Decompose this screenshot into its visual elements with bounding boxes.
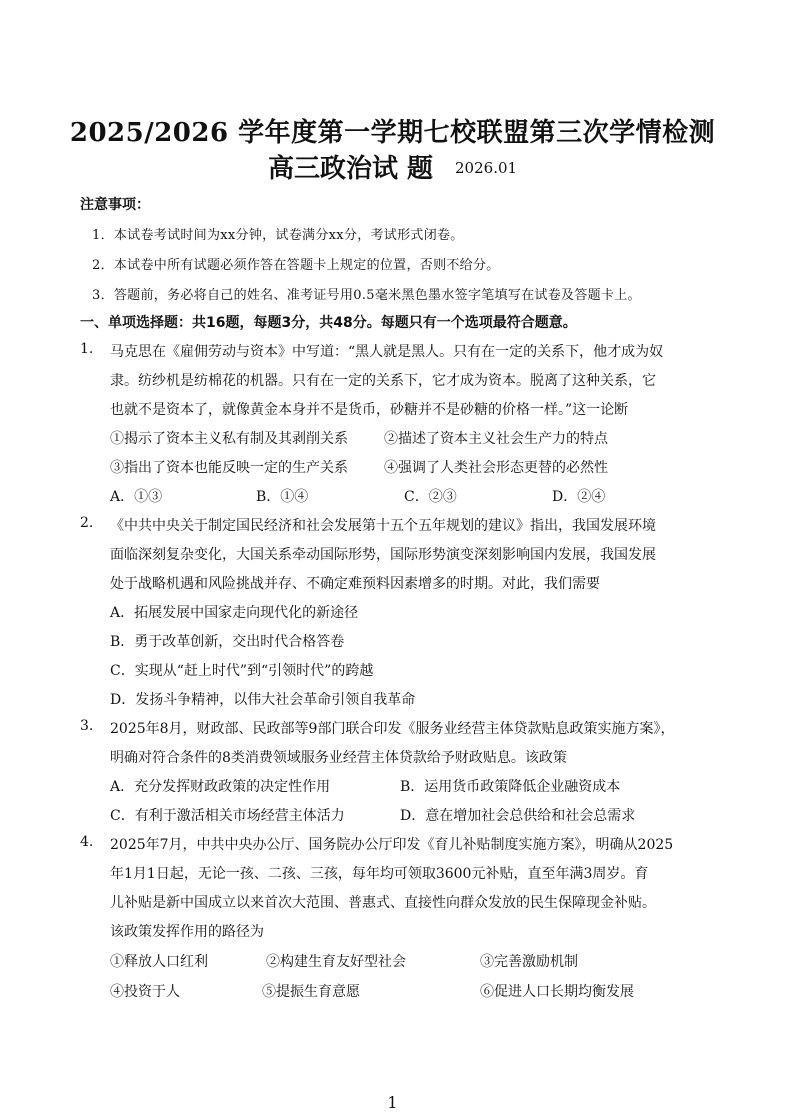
exam-title: 2025/2026 学年度第一学期七校联盟第三次学情检测 bbox=[69, 118, 716, 148]
subject-title: 高三政治试 题 bbox=[267, 154, 434, 184]
path-item: ⑤提振生育意愿 bbox=[262, 984, 360, 1000]
answer-option[interactable]: D．意在增加社会总供给和社会总需求 bbox=[400, 808, 636, 824]
answer-option[interactable]: B．勇于改革创新，交出时代合格答卷 bbox=[110, 634, 345, 650]
answer-option[interactable]: C．②③ bbox=[404, 489, 457, 505]
notice-heading: 注意事项： bbox=[80, 197, 150, 213]
path-item: ③完善激励机制 bbox=[480, 954, 578, 970]
answer-option[interactable]: C．有利于激活相关市场经营主体活力 bbox=[110, 808, 345, 824]
question-text: 2025年8月，财政部、民政部等9部门联合印发《服务业经营主体贷款贴息政策实施方案》， bbox=[110, 721, 675, 737]
question-number: 1. bbox=[80, 341, 94, 357]
question-number: 3. bbox=[80, 718, 94, 734]
question-text: 该政策发挥作用的路径为 bbox=[110, 924, 264, 940]
path-item: ①释放人口红利 bbox=[110, 954, 208, 970]
answer-option[interactable]: B．运用货币政策降低企业融资成本 bbox=[400, 779, 621, 795]
answer-option[interactable]: D．发扬斗争精神，以伟大社会革命引领自我革命 bbox=[110, 692, 416, 708]
question-number: 2. bbox=[80, 515, 94, 531]
question-text: 年1月1日起，无论一孩、二孩、三孩，每年均可领取3600元补贴，直至年满3周岁。育 bbox=[110, 866, 649, 882]
statement: ①揭示了资本主义私有制及其剥削关系 bbox=[110, 431, 348, 447]
question-text: 《中共中央关于制定国民经济和社会发展第十五个五年规划的建议》指出，我国发展环境 bbox=[110, 518, 656, 534]
question-number: 4. bbox=[80, 834, 94, 850]
statement: ③指出了资本也能反映一定的生产关系 bbox=[110, 460, 348, 476]
question-text: 隶。纺纱机是纺棉花的机器。只有在一定的关系下，它才成为资本。脱离了这种关系，它 bbox=[110, 373, 656, 389]
notice-item: 1．本试卷考试时间为xx分钟，试卷满分xx分，考试形式闭卷。 bbox=[92, 228, 464, 243]
path-item: ④投资于人 bbox=[110, 984, 180, 1000]
path-item: ⑥促进人口长期均衡发展 bbox=[480, 984, 634, 1000]
notice-item: 3．答题前，务必将自己的姓名、准考证号用0.5毫米黑色墨水签字笔填写在试卷及答题卡上。 bbox=[92, 288, 641, 303]
answer-option[interactable]: B．①④ bbox=[256, 489, 309, 505]
question-text: 明确对符合条件的8类消费领域服务业经营主体贷款给予财政贴息。该政策 bbox=[110, 750, 567, 766]
notice-item: 2．本试卷中所有试题必须作答在答题卡上规定的位置，否则不给分。 bbox=[92, 258, 500, 273]
section-heading: 一、单项选择题：共16题，每题3分，共48分。每题只有一个选项最符合题意。 bbox=[80, 315, 577, 331]
answer-option[interactable]: A．①③ bbox=[110, 489, 163, 505]
answer-option[interactable]: D．②④ bbox=[552, 489, 606, 505]
question-text: 儿补贴是新中国成立以来首次大范围、普惠式、直接性向群众发放的民生保障现金补贴。 bbox=[110, 895, 656, 911]
question-text: 处于战略机遇和风险挑战并存、不确定难预料因素增多的时期。对此，我们需要 bbox=[110, 576, 600, 592]
answer-option[interactable]: A．拓展发展中国家走向现代化的新途径 bbox=[110, 605, 359, 621]
exam-subtitle bbox=[0, 148, 785, 185]
question-text: 2025年7月，中共中央办公厅、国务院办公厅印发《育儿补贴制度实施方案》，明确从2025 bbox=[110, 837, 674, 853]
page-number: 1 bbox=[387, 1093, 398, 1112]
answer-option[interactable]: C．实现从“赶上时代”到“引领时代”的跨越 bbox=[110, 663, 374, 679]
statement: ②描述了资本主义社会生产力的特点 bbox=[384, 431, 608, 447]
statement: ④强调了人类社会形态更替的必然性 bbox=[384, 460, 608, 476]
question-text: 也就不是资本了，就像黄金本身并不是货币，砂糖并不是砂糖的价格一样。”这一论断 bbox=[110, 402, 629, 418]
question-text: 面临深刻复杂变化，大国关系牵动国际形势，国际形势演变深刻影响国内发展，我国发展 bbox=[110, 547, 656, 563]
question-text: 马克思在《雇佣劳动与资本》中写道：“黑人就是黑人。只有在一定的关系下，他才成为奴 bbox=[110, 344, 664, 360]
answer-option[interactable]: A．充分发挥财政政策的决定性作用 bbox=[110, 779, 331, 795]
exam-date: 2026.01 bbox=[455, 159, 518, 177]
path-item: ②构建生育友好型社会 bbox=[266, 954, 406, 970]
